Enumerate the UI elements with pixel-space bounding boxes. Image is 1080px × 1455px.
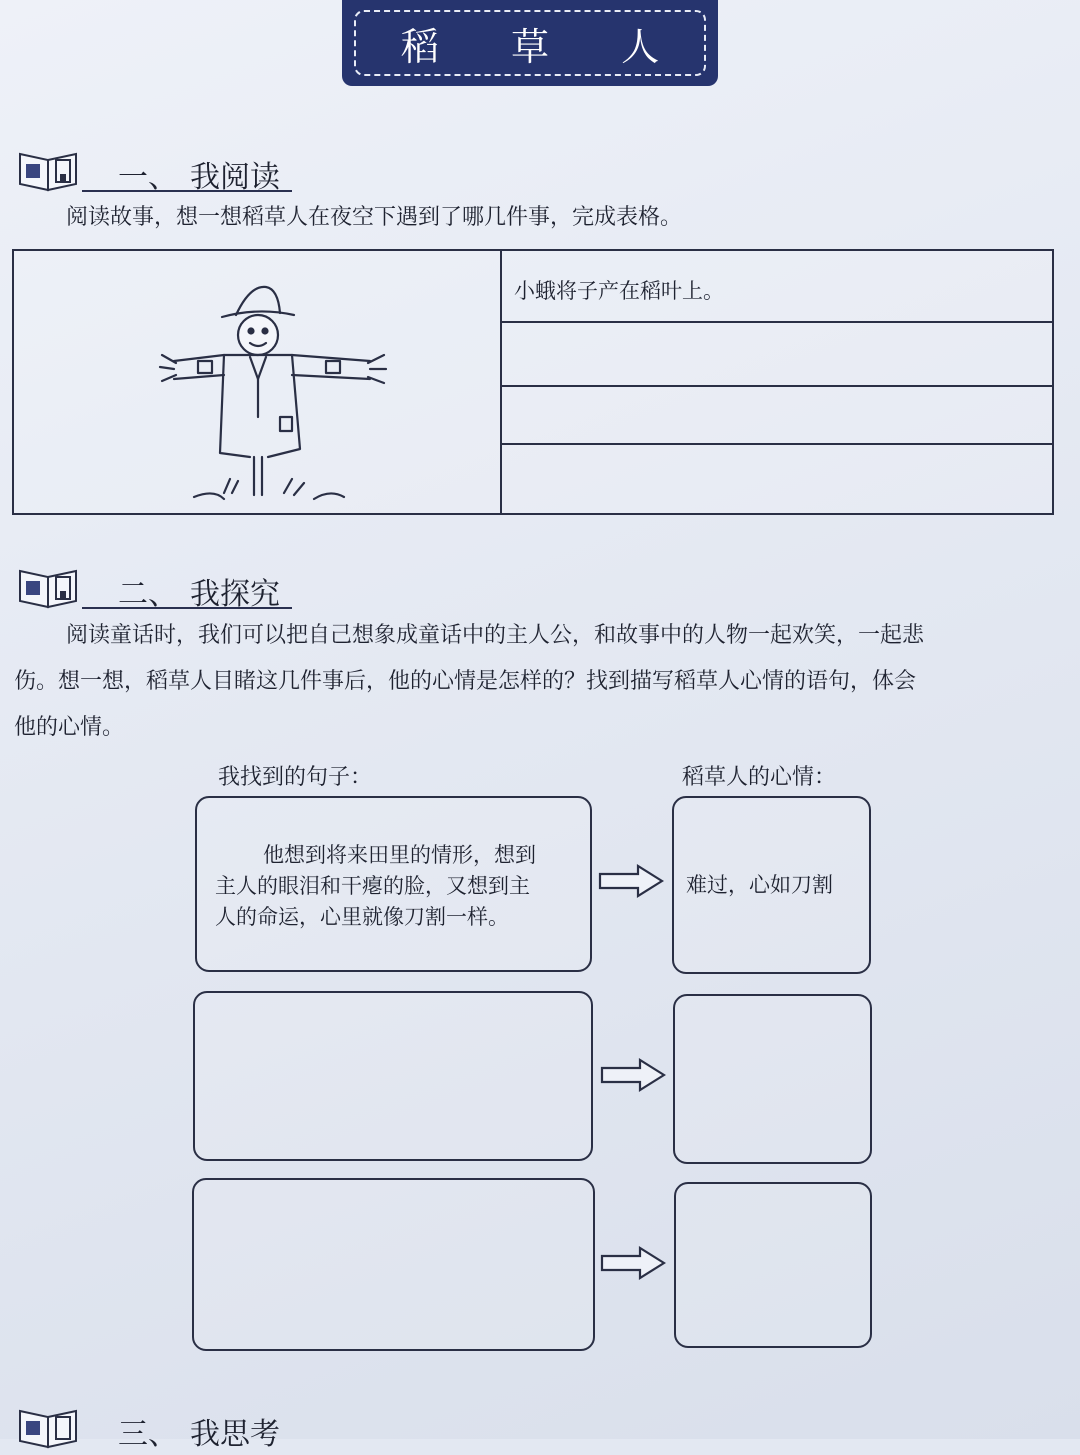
right-arrow-icon bbox=[600, 1058, 666, 1092]
section-title: 我思考 bbox=[190, 1417, 280, 1452]
right-arrow-icon bbox=[600, 1246, 666, 1280]
section-2-instruction-line: 阅读童话时，我们可以把自己想象成童话中的主人公，和故事中的人物一起欢笑，一起悲 bbox=[66, 623, 925, 648]
mood-box[interactable] bbox=[674, 1182, 872, 1348]
table-divider bbox=[500, 251, 502, 513]
sentence-line: 他想到将来田里的情形，想到 bbox=[263, 843, 536, 867]
section-number: 三、 bbox=[118, 1417, 178, 1452]
sentence-box[interactable] bbox=[192, 1178, 595, 1351]
book-house-icon bbox=[18, 563, 78, 609]
sentence-line: 人的命运，心里就像刀割一样。 bbox=[215, 905, 509, 929]
page-title: 稻 草 人 bbox=[354, 10, 706, 76]
sentence-line: 主人的眼泪和干瘪的脸，又想到主 bbox=[215, 874, 530, 898]
table-row-line bbox=[502, 321, 1054, 323]
section-1-instruction: 阅读故事，想一想稻草人在夜空下遇到了哪几件事，完成表格。 bbox=[66, 205, 683, 230]
mood-box[interactable] bbox=[673, 994, 872, 1164]
sentence-column-label: 我找到的句子： bbox=[218, 765, 373, 790]
section-number: 二、 bbox=[118, 577, 178, 612]
right-arrow-icon bbox=[598, 864, 664, 898]
event-cell[interactable]: 小蛾将子产在稻叶上。 bbox=[514, 279, 724, 303]
section-title: 我探究 bbox=[190, 577, 280, 612]
section-number: 一、 bbox=[118, 160, 178, 195]
mood-box[interactable] bbox=[672, 796, 871, 974]
table-row-line bbox=[502, 443, 1054, 445]
events-table bbox=[12, 249, 1054, 515]
section-2-instruction-line: 伤。想一想，稻草人目睹这几件事后，他的心情是怎样的？找到描写稻草人心情的语句，体会 bbox=[14, 669, 917, 694]
scarecrow-illustration bbox=[154, 267, 394, 507]
book-house-icon bbox=[18, 1403, 78, 1449]
sentence-box[interactable] bbox=[195, 796, 592, 972]
sentence-box[interactable] bbox=[193, 991, 593, 1161]
section-2-instruction-line: 他的心情。 bbox=[14, 715, 125, 740]
table-row-line bbox=[502, 385, 1054, 387]
section-title: 我阅读 bbox=[190, 160, 280, 195]
mood-column-label: 稻草人的心情： bbox=[682, 765, 837, 790]
mood-text: 难过，心如刀割 bbox=[686, 873, 833, 897]
book-house-icon bbox=[18, 146, 78, 192]
title-banner bbox=[342, 0, 718, 86]
